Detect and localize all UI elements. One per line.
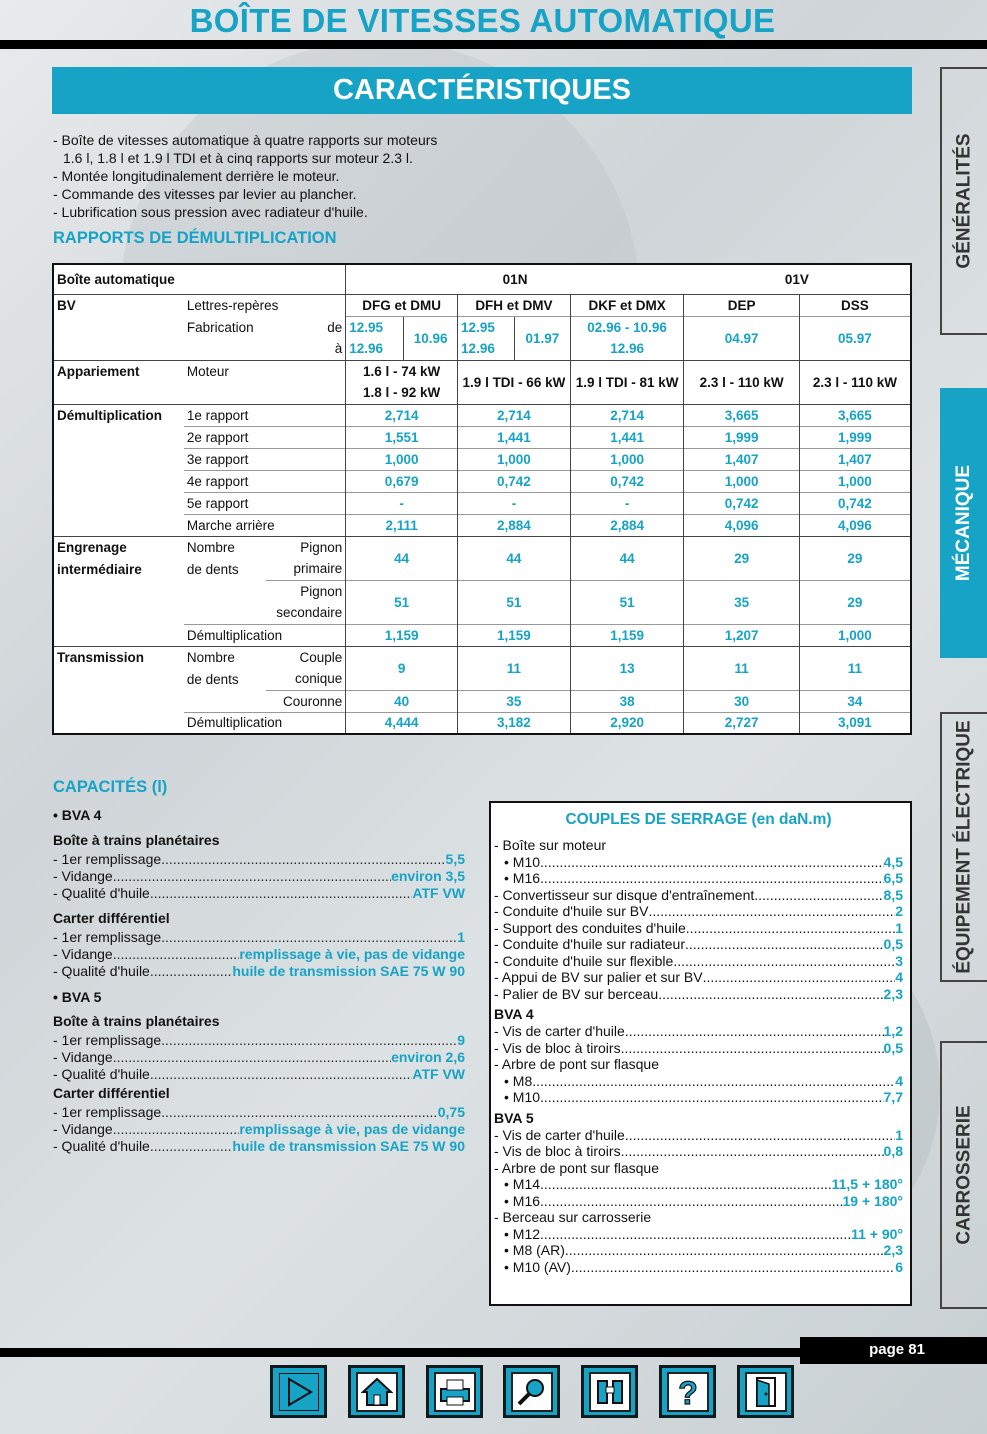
item-label: - Appui de BV sur palier et sur BV: [494, 969, 703, 985]
page-title: BOÎTE DE VITESSES AUTOMATIQUE: [189, 2, 776, 39]
table-cell: 12.96: [458, 338, 515, 360]
list-item: [494, 936, 903, 953]
item-label: - Vidange: [53, 868, 113, 884]
list-item: [494, 887, 903, 904]
help-icon: [673, 1375, 703, 1409]
table-cell: 12.96: [570, 338, 684, 360]
list-item: [494, 1242, 903, 1259]
subsection-title: Carter différentiel: [53, 910, 170, 926]
list-item: [494, 1226, 903, 1243]
item-value: 6,5: [883, 870, 903, 886]
table-cell: 1,000: [684, 470, 800, 492]
item-value: 4: [895, 969, 903, 985]
item-value: 7,7: [883, 1089, 903, 1105]
table-cell: 4,096: [799, 514, 911, 536]
search-button[interactable]: [503, 1365, 560, 1418]
item-label: - Berceau sur carrosserie: [494, 1209, 652, 1225]
bva5-label: • BVA 5: [53, 989, 102, 1005]
item-label: • M8: [504, 1072, 533, 1089]
table-cell: 1,000: [570, 448, 684, 470]
table-cell: intermédiaire: [57, 561, 142, 577]
item-label: - Vis de carter d'huile: [494, 1126, 625, 1143]
table-cell: 2.3 l - 110 kW: [684, 360, 800, 404]
list-item: [494, 1259, 903, 1276]
item-label: - Vidange: [53, 946, 113, 962]
intro-line: 1.6 l, 1.8 l et 1.9 l TDI et à cinq rapports sur moteur 2.3 l.: [63, 150, 413, 166]
item-label: - Qualité d'huile: [53, 1138, 150, 1154]
table-cell: Nombre: [186, 649, 235, 665]
item-value: 2,3: [883, 985, 903, 1002]
table-cell: BV: [57, 297, 76, 313]
table-cell: 1,000: [458, 448, 571, 470]
table-cell: 51: [570, 580, 684, 624]
table-cell: 10.96: [404, 316, 458, 360]
table-cell: 1.9 l TDI - 81 kW: [570, 360, 684, 404]
item-value: 8,5: [883, 886, 903, 903]
list-item: [494, 903, 903, 920]
table-cell: Transmission: [57, 649, 145, 665]
table-cell: 3,665: [799, 404, 911, 426]
tab-equipement-electrique[interactable]: [940, 712, 987, 982]
table-cell: 0,742: [684, 492, 800, 514]
home-icon: [361, 1377, 393, 1407]
table-cell: Démultiplication: [184, 624, 346, 646]
table-cell: Pignon: [266, 580, 346, 602]
subsection-title: Boîte à trains planétaires: [53, 1013, 220, 1029]
find-button[interactable]: [581, 1365, 638, 1418]
item-label: • M12: [504, 1225, 541, 1242]
table-cell: 4e rapport: [184, 470, 346, 492]
table-cell: 1,441: [570, 426, 684, 448]
table-cell: 51: [346, 580, 458, 624]
table-cell: 12.95: [458, 316, 515, 338]
list-item: [494, 1023, 903, 1040]
table-cell: 3,182: [458, 712, 571, 734]
list-item: [494, 870, 903, 887]
table-cell: 2,884: [570, 514, 684, 536]
table-cell: 2,714: [346, 404, 458, 426]
table-cell: 12.95: [346, 316, 404, 338]
table-cell: de dents: [186, 561, 239, 577]
list-item: [494, 920, 903, 937]
tab-label: GÉNÉRALITÉS: [953, 133, 975, 269]
table-cell: 1,159: [458, 624, 571, 646]
home-button[interactable]: [348, 1365, 405, 1418]
table-cell: 34: [799, 690, 911, 712]
item-label: • M10 (AV): [504, 1258, 571, 1275]
print-icon: [438, 1377, 472, 1407]
table-cell: 40: [346, 690, 458, 712]
list-item: [53, 929, 465, 946]
table-cell: Lettres-repères: [186, 297, 279, 313]
table-cell: 01N: [346, 264, 684, 294]
table-cell: à: [334, 341, 343, 357]
list-item: [494, 953, 903, 970]
list-item: [53, 868, 465, 885]
table-cell: 13: [570, 646, 684, 690]
table-cell: 1,999: [684, 426, 800, 448]
item-label: • M16: [504, 1192, 541, 1209]
list-item: [494, 1089, 903, 1106]
subsection-title: Boîte à trains planétaires: [53, 832, 220, 848]
ratios-table: [52, 263, 912, 735]
table-cell: 29: [684, 536, 800, 580]
list-item: [494, 1176, 903, 1193]
item-value: 4,5: [883, 853, 903, 870]
item-label: - 1er remplissage: [53, 851, 162, 867]
list-item: [53, 1049, 465, 1066]
tab-label: MÉCANIQUE: [953, 464, 975, 582]
table-cell: 1,000: [799, 470, 911, 492]
bva4-label: • BVA 4: [53, 807, 102, 823]
svg-text:?: ?: [677, 1374, 698, 1409]
list-item: [494, 1193, 903, 1210]
list-item: [494, 1040, 903, 1057]
item-label: - Conduite d'huile sur radiateur: [494, 936, 686, 952]
table-cell: de dents: [186, 671, 239, 687]
table-cell: Couple: [299, 649, 343, 665]
table-cell: 01.97: [514, 316, 570, 360]
table-cell: 4,096: [684, 514, 800, 536]
list-item: [53, 1138, 465, 1155]
table-cell: 1,999: [799, 426, 911, 448]
item-value: 0,8: [883, 1143, 903, 1159]
table-cell: 01V: [784, 271, 809, 287]
tab-label: CARROSSERIE: [953, 1105, 975, 1245]
table-cell: DSS: [799, 294, 911, 316]
item-value: 11,5 + 180°: [831, 1176, 903, 1192]
list-item: [53, 1066, 465, 1083]
torque-box: [489, 801, 912, 1306]
table-cell: 30: [684, 690, 800, 712]
subsection-title: BVA 5: [494, 1109, 534, 1126]
item-label: - Boîte sur moteur: [494, 837, 607, 853]
table-cell: 2,920: [570, 712, 684, 734]
table-cell: DKF et DMX: [570, 294, 684, 316]
table-cell: Fabrication: [186, 319, 254, 335]
item-label: • M10: [504, 1089, 541, 1105]
item-value: 2: [895, 903, 903, 919]
list-item: [494, 1073, 903, 1090]
list-item: [494, 1056, 903, 1073]
item-value: 3: [895, 952, 903, 969]
item-label: • M8 (AR): [504, 1242, 565, 1258]
table-cell: 1.9 l TDI - 66 kW: [458, 360, 571, 404]
list-item: [53, 1104, 465, 1121]
intro-line: - Montée longitudinalement derrière le moteur.: [53, 168, 340, 184]
table-cell: 9: [346, 646, 458, 690]
table-cell: primaire: [293, 561, 343, 577]
intro-line: - Lubrification sous pression avec radiateur d'huile.: [53, 204, 368, 220]
table-cell: conique: [294, 671, 343, 687]
table-cell: 1,207: [684, 624, 800, 646]
list-item: [494, 1160, 903, 1177]
table-cell: secondaire: [276, 605, 343, 621]
table-cell: 0,742: [570, 470, 684, 492]
table-cell: 2,884: [458, 514, 571, 536]
table-cell: -: [458, 492, 571, 514]
binoculars-icon: [594, 1377, 626, 1407]
table-cell: 2,714: [458, 404, 571, 426]
table-cell: 0,742: [799, 492, 911, 514]
item-value: 1: [457, 929, 465, 945]
table-cell: 29: [799, 536, 911, 580]
item-label: - Qualité d'huile: [53, 1066, 150, 1082]
item-label: - Conduite d'huile sur BV: [494, 903, 649, 919]
item-value: 0,5: [883, 1039, 903, 1056]
list-item: [494, 986, 903, 1003]
item-label: • M14: [504, 1176, 541, 1192]
list-item: [494, 969, 903, 986]
table-cell: DFH et DMV: [458, 294, 571, 316]
item-value: 9: [457, 1032, 465, 1048]
tab-carrosserie[interactable]: [940, 1041, 987, 1309]
exit-icon: [751, 1376, 781, 1408]
item-label: - 1er remplissage: [53, 1032, 162, 1048]
help-button[interactable]: [659, 1365, 716, 1418]
table-cell: 0,679: [346, 470, 458, 492]
item-value: ATF VW: [412, 1066, 465, 1082]
item-value: 6: [895, 1258, 903, 1275]
list-item: [53, 1121, 465, 1138]
item-value: remplissage à vie, pas de vidange: [239, 946, 465, 962]
table-cell: 1,000: [346, 448, 458, 470]
item-label: - 1er remplissage: [53, 929, 162, 945]
table-cell: 2e rapport: [184, 426, 346, 448]
item-label: • M16: [504, 870, 541, 886]
table-cell: 1,441: [458, 426, 571, 448]
top-rule: [0, 40, 987, 49]
item-label: - Qualité d'huile: [53, 963, 150, 979]
table-cell: 02.96 - 10.96: [570, 316, 684, 338]
table-cell: DFG et DMU: [346, 294, 458, 316]
item-label: - Conduite d'huile sur flexible: [494, 952, 674, 969]
item-value: environ 3,5: [391, 868, 465, 884]
item-value: 0,5: [883, 936, 903, 952]
exit-button[interactable]: [737, 1365, 794, 1418]
item-value: 2,3: [883, 1242, 903, 1258]
table-cell: 11: [799, 646, 911, 690]
subsection-title: Carter différentiel: [53, 1085, 170, 1101]
table-cell: Moteur: [186, 363, 229, 379]
table-cell: 2,714: [570, 404, 684, 426]
table-cell: Pignon: [300, 539, 343, 555]
list-item: [53, 851, 465, 868]
table-cell: Engrenage: [57, 539, 127, 555]
item-value: 1: [895, 1126, 903, 1143]
table-cell: 3,665: [684, 404, 800, 426]
item-label: - Palier de BV sur berceau: [494, 985, 659, 1002]
table-cell: 29: [799, 580, 911, 624]
tab-generalites[interactable]: [940, 67, 987, 335]
table-cell: 35: [684, 580, 800, 624]
table-cell: Marche arrière: [184, 514, 346, 536]
item-label: - Arbre de pont sur flasque: [494, 1159, 659, 1176]
table-cell: 4,444: [346, 712, 458, 734]
table-cell: 5e rapport: [184, 492, 346, 514]
table-cell: 1.8 l - 92 kW: [346, 382, 458, 404]
table-cell: 1,407: [799, 448, 911, 470]
item-label: - Vidange: [53, 1121, 113, 1137]
table-cell: 2,111: [346, 514, 458, 536]
table-cell: 11: [458, 646, 571, 690]
item-value: 0,75: [437, 1104, 465, 1120]
next-icon: [279, 1373, 319, 1411]
item-value: 4: [895, 1072, 903, 1089]
intro-line: - Commande des vitesses par levier au plancher.: [53, 186, 357, 202]
print-button[interactable]: [426, 1365, 483, 1418]
list-item: [53, 963, 465, 980]
list-item: [494, 854, 903, 871]
table-cell: 1,000: [799, 624, 911, 646]
item-value: huile de transmission SAE 75 W 90: [232, 1138, 465, 1154]
table-cell: 3,091: [799, 712, 911, 734]
list-item: [494, 1127, 903, 1144]
item-value: huile de transmission SAE 75 W 90: [232, 963, 465, 979]
subsection-title: BVA 4: [494, 1006, 534, 1022]
item-label: - Vis de carter d'huile: [494, 1023, 625, 1039]
page-number: page 81: [800, 1337, 987, 1364]
next-page-button[interactable]: [270, 1365, 327, 1418]
table-cell: 1.6 l - 74 kW: [346, 360, 458, 382]
table-cell: 2,727: [684, 712, 800, 734]
item-label: - Arbre de pont sur flasque: [494, 1056, 659, 1072]
tab-label: ÉQUIPEMENT ÉLECTRIQUE: [953, 720, 975, 974]
table-cell: 2.3 l - 110 kW: [799, 360, 911, 404]
table-cell: 44: [346, 536, 458, 580]
table-cell: 05.97: [799, 316, 911, 360]
table-cell: Démultiplication: [184, 712, 346, 734]
item-value: 19 + 180°: [842, 1192, 903, 1209]
item-label: - Vis de bloc à tiroirs: [494, 1143, 621, 1159]
table-cell: 35: [458, 690, 571, 712]
table-cell: 44: [458, 536, 571, 580]
item-label: - Convertisseur sur disque d'entraînement: [494, 886, 755, 903]
table-cell: 12.96: [346, 338, 404, 360]
table-cell: 1,551: [346, 426, 458, 448]
capacities-list: [53, 807, 465, 1155]
item-value: environ 2,6: [391, 1049, 465, 1065]
item-label: - Vidange: [53, 1049, 113, 1065]
list-item: [494, 1143, 903, 1160]
list-item: [494, 1209, 903, 1226]
ratios-heading: RAPPORTS DE DÉMULTIPLICATION: [53, 229, 337, 247]
torque-heading: COUPLES DE SERRAGE (en daN.m): [565, 811, 832, 828]
table-cell: 38: [570, 690, 684, 712]
table-cell: de: [327, 319, 343, 335]
table-cell: 1,159: [570, 624, 684, 646]
intro-line: - Boîte de vitesses automatique à quatre rapports sur moteurs: [53, 132, 438, 148]
table-cell: -: [346, 492, 458, 514]
item-value: 11 + 90°: [851, 1225, 903, 1242]
table-cell: 04.97: [684, 316, 800, 360]
table-cell: 1,407: [684, 448, 800, 470]
table-cell: 51: [458, 580, 571, 624]
intro-text: [53, 131, 437, 221]
tab-mecanique[interactable]: [940, 388, 987, 658]
list-item: [53, 946, 465, 963]
table-cell: Couronne: [266, 690, 346, 712]
table-cell: Boîte automatique: [57, 271, 175, 287]
item-label: - Support des conduites d'huile: [494, 919, 686, 936]
table-cell: 1,159: [346, 624, 458, 646]
list-item: [53, 885, 465, 902]
table-cell: -: [570, 492, 684, 514]
list-item: [494, 837, 903, 854]
item-value: 1: [895, 919, 903, 936]
item-value: 5,5: [445, 851, 465, 867]
table-cell: Appariement: [57, 363, 140, 379]
list-item: [53, 1032, 465, 1049]
section-banner: CARACTÉRISTIQUES: [52, 67, 912, 114]
item-label: • M10: [504, 853, 541, 870]
table-cell: Nombre: [186, 539, 235, 555]
table-cell: 1e rapport: [186, 407, 249, 423]
table-cell: 44: [570, 536, 684, 580]
capacities-heading: CAPACITÉS (l): [53, 778, 168, 796]
item-value: 1,2: [883, 1023, 903, 1039]
table-cell: 3e rapport: [184, 448, 346, 470]
item-label: - Vis de bloc à tiroirs: [494, 1039, 621, 1056]
search-icon: [516, 1377, 548, 1407]
item-label: - Qualité d'huile: [53, 885, 150, 901]
item-value: ATF VW: [412, 885, 465, 901]
table-cell: DEP: [684, 294, 800, 316]
table-cell: 0,742: [458, 470, 571, 492]
item-value: remplissage à vie, pas de vidange: [239, 1121, 465, 1137]
table-cell: 11: [684, 646, 800, 690]
table-cell: Démultiplication: [57, 407, 163, 423]
item-label: - 1er remplissage: [53, 1104, 162, 1120]
